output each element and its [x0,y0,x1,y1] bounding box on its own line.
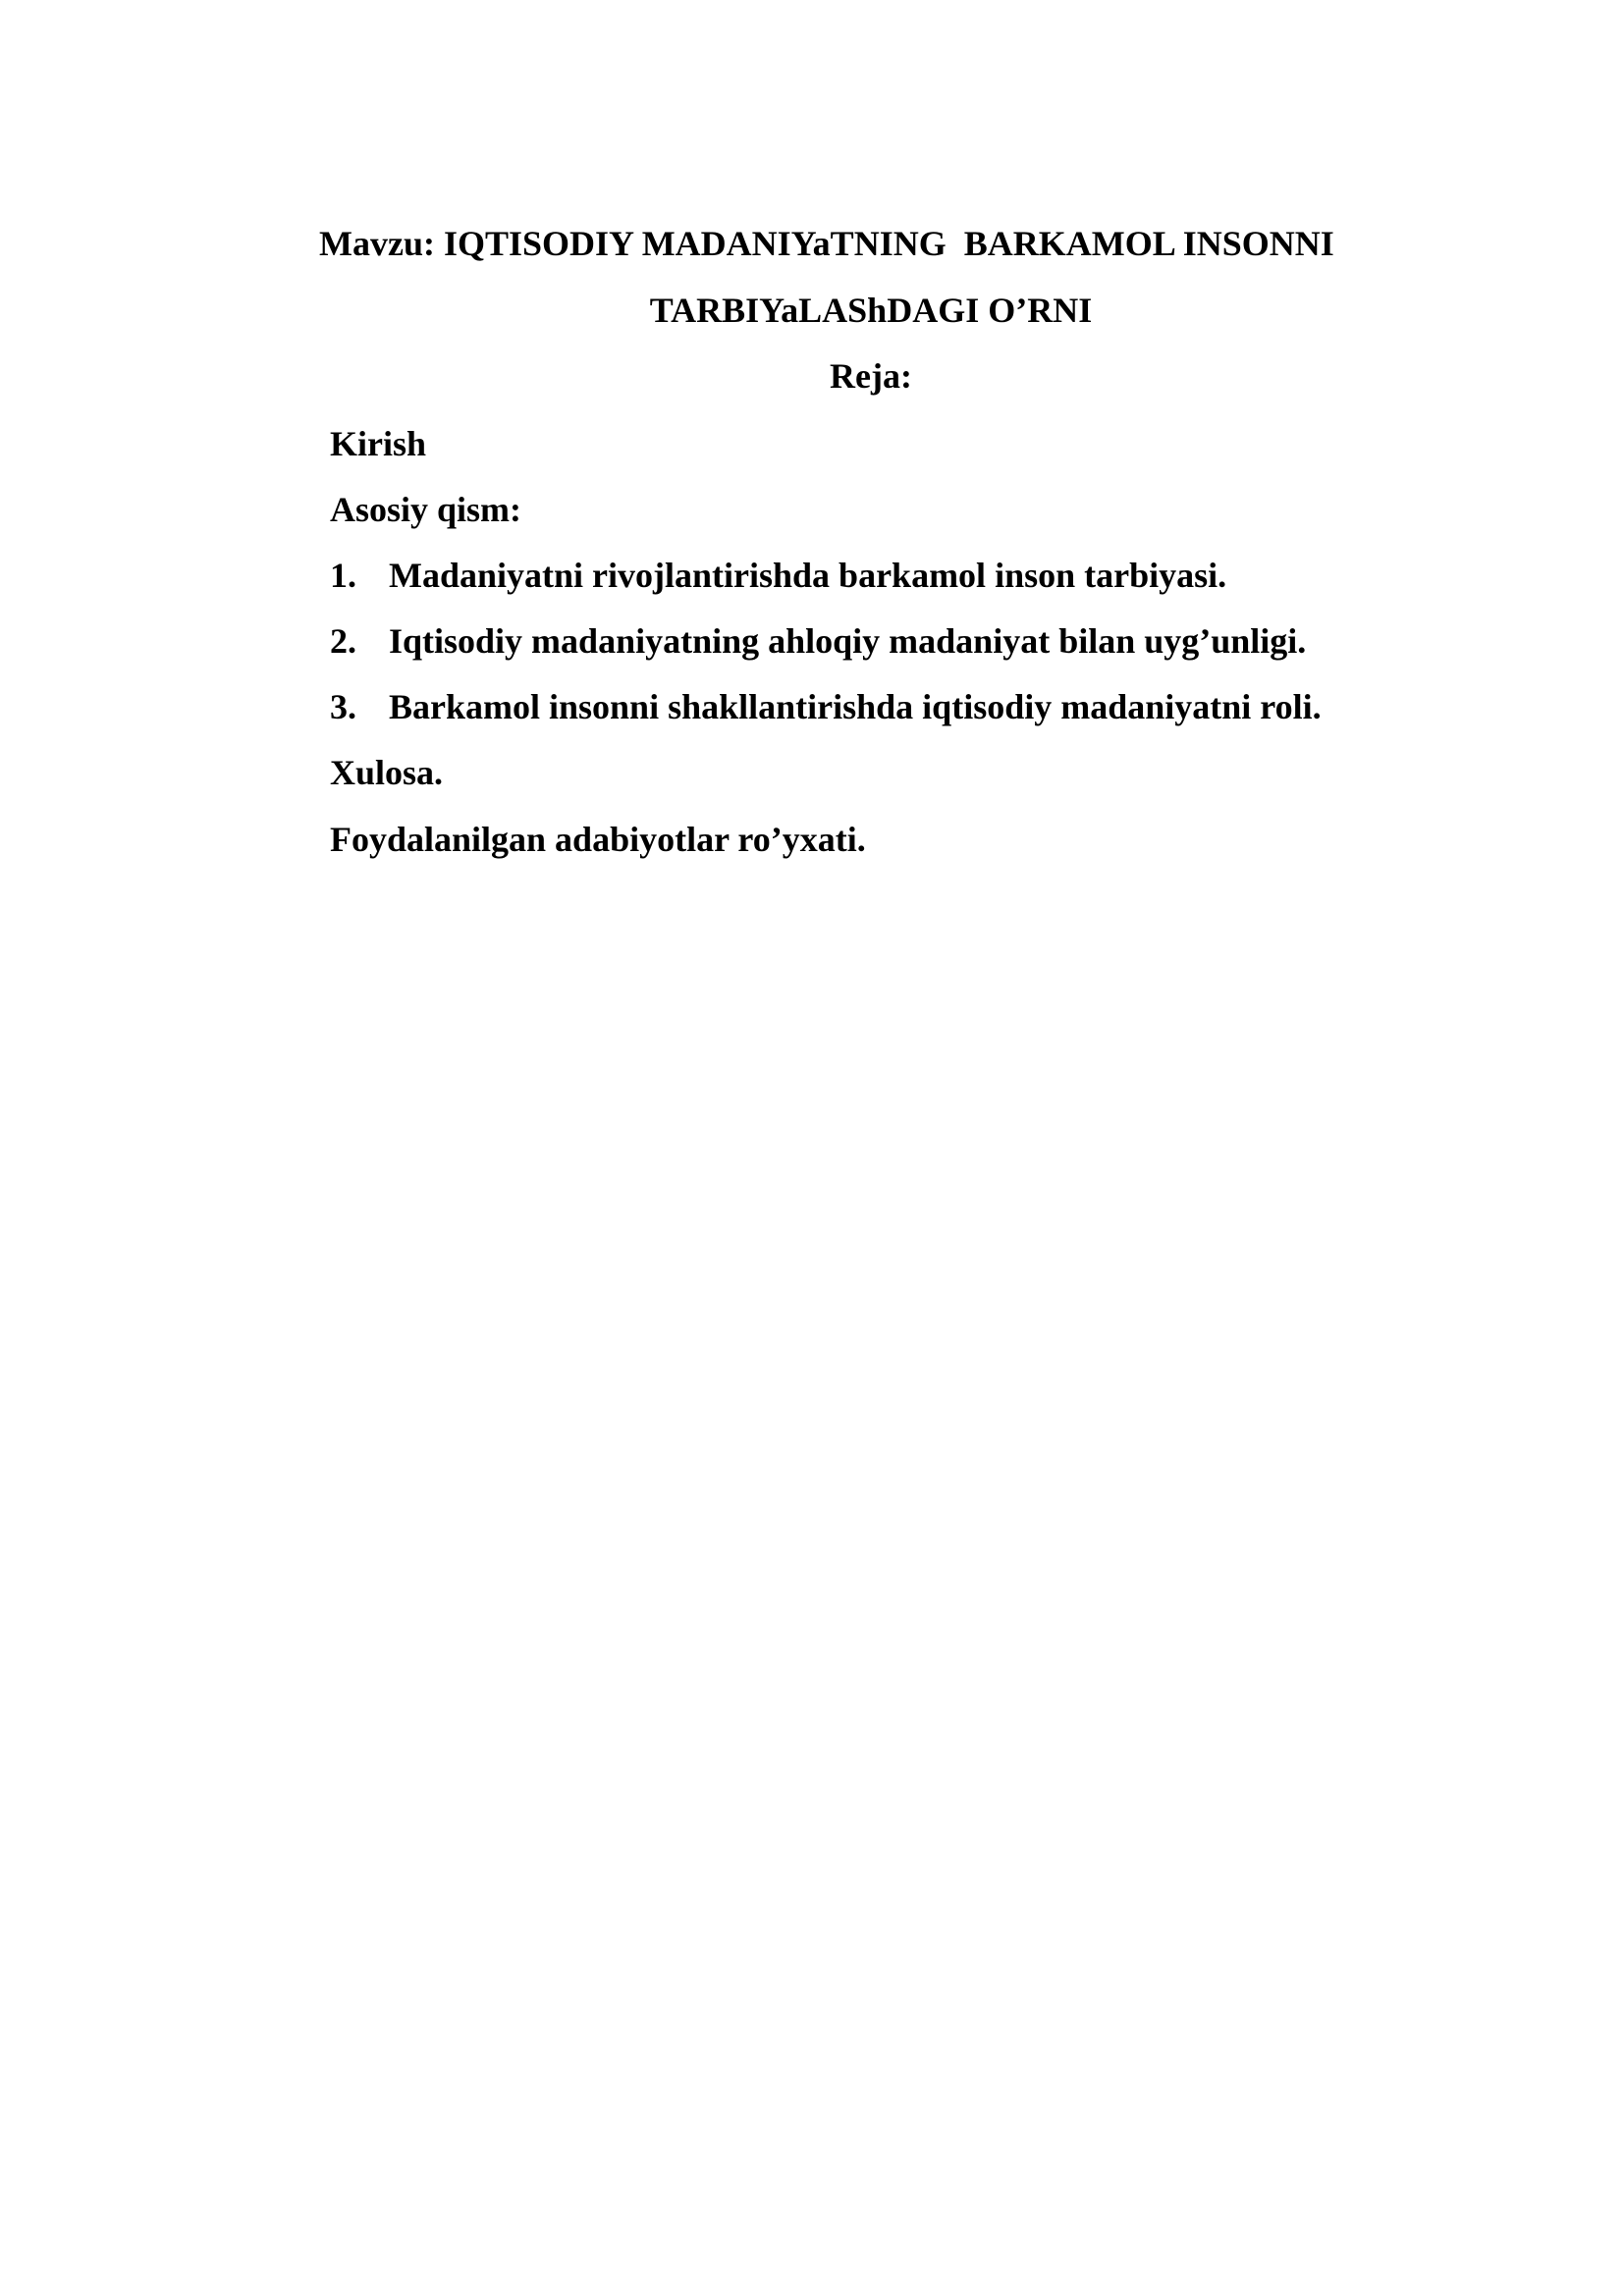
plan-item-text: Barkamol insonni shakllantirishda iqtisodiy madaniyatni roli. [389,687,1322,726]
plan-item [330,554,1226,597]
plan-item-text: Iqtisodiy madaniyatning ahloqiy madaniyat bilan uyg’unligi. [389,621,1307,661]
title-line-1: Mavzu: IQTISODIY MADANIYaTNING BARKAMOL INSONNI [319,224,1334,263]
plan-conclusion: Xulosa. [330,753,444,792]
plan-intro: Kirish [330,424,427,463]
plan-item [330,619,1306,663]
plan-references: Foydalanilgan adabiyotlar ro’yxati. [330,820,866,859]
plan-heading: Reja: [830,356,912,396]
plan-item-number: 2. [330,621,356,661]
plan-item-number: 3. [330,687,356,726]
plan-main-part: Asosiy qism: [330,490,522,529]
title-line-2: TARBIYaLAShDAGI O’RNI [649,291,1093,330]
plan-item-text: Madaniyatni rivojlantirishda barkamol inson tarbiyasi. [389,556,1227,595]
plan-item-number: 1. [330,556,356,595]
plan-item [330,685,1322,728]
